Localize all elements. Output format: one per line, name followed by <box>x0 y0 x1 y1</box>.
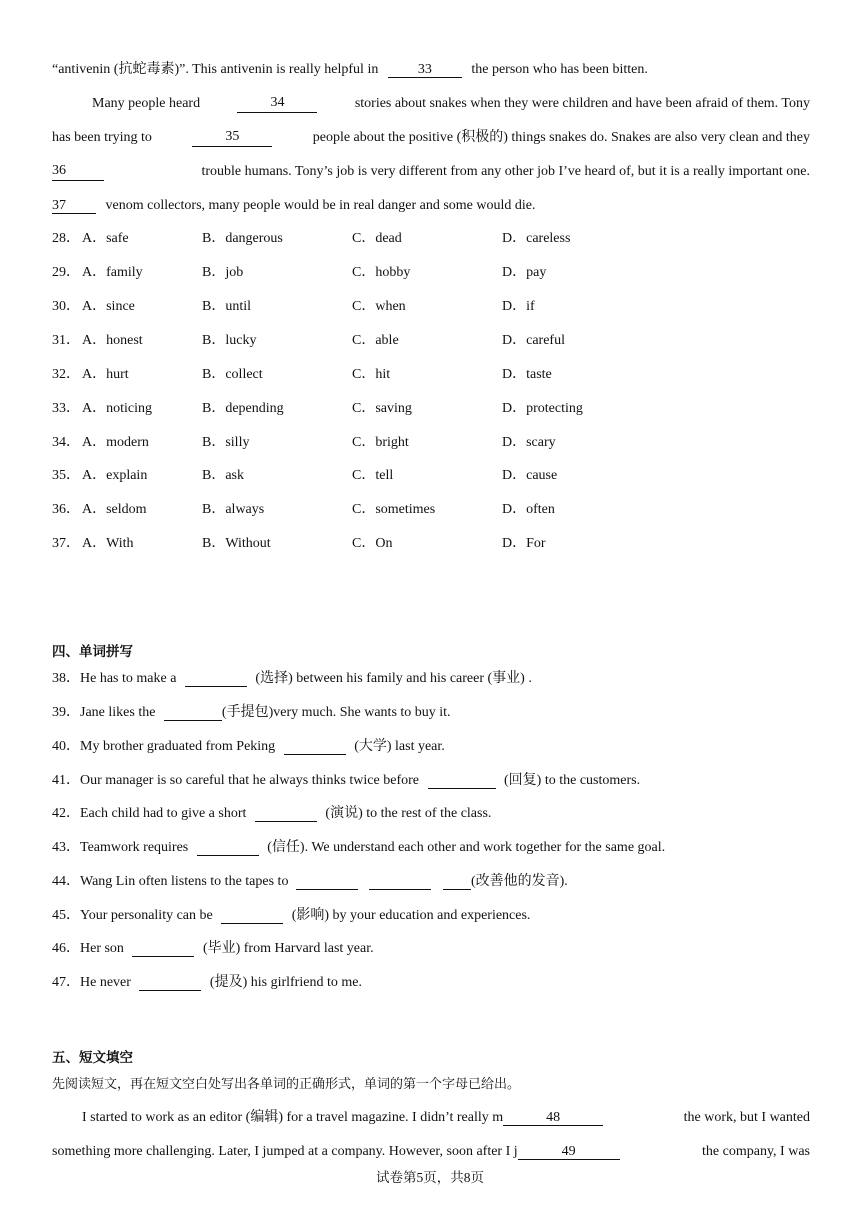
option-a[interactable]: A．since <box>82 299 135 314</box>
passage-text: the person who has been bitten. <box>471 62 648 77</box>
option-d[interactable]: D．careful <box>502 333 565 348</box>
option-c[interactable]: C．bright <box>352 435 409 450</box>
option-b[interactable]: B．ask <box>202 468 244 483</box>
blank-34[interactable]: 34 <box>237 95 317 113</box>
question-text: Each child had to give a short <box>80 806 247 821</box>
question-number: 33． <box>52 401 80 416</box>
option-a[interactable]: A．explain <box>82 468 148 483</box>
question-number: 37． <box>52 536 80 551</box>
question-text: Wang Lin often listens to the tapes to <box>80 874 289 889</box>
question-47 <box>52 974 362 992</box>
question-text: (影响) by your education and experiences. <box>291 908 531 923</box>
passage-text: I started to work as an editor (编辑) for a travel magazine. I didn’t really m 48 <box>82 1109 603 1127</box>
passage-text: “antivenin (抗蛇毒素)”. This antivenin is really helpful in <box>52 62 379 77</box>
option-d[interactable]: D．taste <box>502 367 552 382</box>
answer-blank[interactable] <box>428 773 496 789</box>
answer-blank[interactable] <box>221 908 283 924</box>
question-45 <box>52 907 530 925</box>
question-number: 42． <box>52 806 80 821</box>
option-d[interactable]: D．careless <box>502 231 571 246</box>
passage-text: the company, I was <box>702 1144 810 1159</box>
question-text: He never <box>80 975 131 990</box>
blank-35[interactable]: 35 <box>192 129 272 147</box>
section-5-line-1 <box>82 1109 810 1127</box>
option-a[interactable]: A．family <box>82 265 143 280</box>
option-a[interactable]: A．hurt <box>82 367 129 382</box>
question-44 <box>52 873 568 891</box>
page-footer: 试卷第5页，共8页 <box>376 1170 484 1185</box>
question-number: 32． <box>52 367 80 382</box>
question-33 <box>52 400 812 418</box>
passage-text: something more challenging. Later, I jumped at a company. However, soon after I j 49 <box>52 1143 620 1161</box>
question-number: 29． <box>52 265 80 280</box>
question-41 <box>52 772 640 790</box>
option-c[interactable]: C．hit <box>352 367 391 382</box>
option-c[interactable]: C．hobby <box>352 265 411 280</box>
question-38 <box>52 670 532 688</box>
answer-blank[interactable] <box>369 874 431 890</box>
question-number: 45． <box>52 908 80 923</box>
passage-text: Many people heard <box>92 96 201 111</box>
blank-37[interactable]: 37 <box>52 198 96 214</box>
answer-blank[interactable] <box>132 941 194 957</box>
option-d[interactable]: D．scary <box>502 435 556 450</box>
question-31 <box>52 332 812 350</box>
question-42 <box>52 805 491 823</box>
option-b[interactable]: B．depending <box>202 401 284 416</box>
option-c[interactable]: C．able <box>352 333 399 348</box>
question-32 <box>52 366 812 384</box>
option-d[interactable]: D．protecting <box>502 401 583 416</box>
blank-33[interactable]: 33 <box>388 62 462 78</box>
question-39 <box>52 704 451 722</box>
question-text: Our manager is so careful that he always thinks twice before <box>80 773 419 788</box>
option-d[interactable]: D．For <box>502 536 546 551</box>
question-number: 40． <box>52 739 80 754</box>
question-text: Your personality can be <box>80 908 213 923</box>
blank-36[interactable]: 36 <box>52 163 104 181</box>
question-34 <box>52 434 812 452</box>
section-5-heading: 五、短文填空 <box>52 1050 133 1066</box>
option-d[interactable]: D．cause <box>502 468 558 483</box>
question-43 <box>52 839 665 857</box>
question-number: 35． <box>52 468 80 483</box>
option-d[interactable]: D．if <box>502 299 535 314</box>
question-text: (演说) to the rest of the class. <box>325 806 492 821</box>
question-40 <box>52 738 445 756</box>
question-text: Teamwork requires <box>80 840 189 855</box>
option-d[interactable]: D．pay <box>502 265 547 280</box>
question-30 <box>52 298 812 316</box>
question-text: (毕业) from Harvard last year. <box>202 941 374 956</box>
option-b[interactable]: B．lucky <box>202 333 257 348</box>
question-number: 28． <box>52 231 80 246</box>
question-number: 31． <box>52 333 80 348</box>
question-number: 34． <box>52 435 80 450</box>
passage-text: the work, but I wanted <box>683 1110 810 1125</box>
question-text: (回复) to the customers. <box>504 773 641 788</box>
question-29 <box>52 264 812 282</box>
passage-line-1 <box>52 61 648 79</box>
option-b[interactable]: B．collect <box>202 367 263 382</box>
answer-blank[interactable] <box>197 840 259 856</box>
blank-48[interactable]: 48 <box>503 1110 603 1126</box>
passage-text: stories about snakes when they were children and have been afraid of them. Tony <box>354 96 810 111</box>
question-28 <box>52 230 812 248</box>
answer-blank[interactable] <box>296 874 358 890</box>
question-37 <box>52 535 812 553</box>
question-number: 38． <box>52 671 80 686</box>
question-text: (大学) last year. <box>354 739 445 754</box>
question-number: 44． <box>52 874 80 889</box>
option-b[interactable]: B．dangerous <box>202 231 283 246</box>
answer-blank[interactable] <box>164 705 222 721</box>
passage-line-2 <box>92 95 810 113</box>
question-text: My brother graduated from Peking <box>80 739 276 754</box>
question-number: 41． <box>52 773 80 788</box>
answer-blank[interactable] <box>185 671 247 687</box>
question-36 <box>52 501 812 519</box>
option-b[interactable]: B．Without <box>202 536 271 551</box>
option-a[interactable]: A．noticing <box>82 401 152 416</box>
option-c[interactable]: C．dead <box>352 231 402 246</box>
question-text: (改善他的发音). <box>470 874 568 889</box>
option-a[interactable]: A．seldom <box>82 502 147 517</box>
answer-blank[interactable] <box>255 806 317 822</box>
question-text: (手提包)very much. She wants to buy it. <box>221 705 451 720</box>
option-d[interactable]: D．often <box>502 502 555 517</box>
option-b[interactable]: B．job <box>202 265 244 280</box>
blank-49[interactable]: 49 <box>518 1144 620 1160</box>
question-text: (提及) his girlfriend to me. <box>209 975 362 990</box>
question-number: 47． <box>52 975 80 990</box>
question-number: 43． <box>52 840 80 855</box>
option-c[interactable]: C．when <box>352 299 406 314</box>
option-a[interactable]: A．With <box>82 536 134 551</box>
passage-line-3 <box>52 129 810 147</box>
passage-line-5 <box>52 197 536 215</box>
section-5-instruction: 先阅读短文，再在短文空白处写出各单词的正确形式，单词的第一个字母已给出。 <box>52 1077 521 1092</box>
passage-line-4 <box>52 163 810 181</box>
option-a[interactable]: A．modern <box>82 435 149 450</box>
question-number: 46． <box>52 941 80 956</box>
option-c[interactable]: C．On <box>352 536 393 551</box>
passage-text: has been trying to <box>52 130 152 145</box>
question-number: 36． <box>52 502 80 517</box>
option-a[interactable]: A．safe <box>82 231 129 246</box>
question-35 <box>52 467 812 485</box>
option-c[interactable]: C．tell <box>352 468 394 483</box>
section-5-line-2 <box>52 1143 810 1161</box>
question-text: (信任). We understand each other and work together for the same goal. <box>267 840 666 855</box>
option-c[interactable]: C．saving <box>352 401 412 416</box>
passage-text: trouble humans. Tony’s job is very different from any other job I’ve heard of, but it is a really important one. <box>201 164 810 179</box>
question-number: 30． <box>52 299 80 314</box>
answer-blank[interactable] <box>284 739 346 755</box>
question-text: He has to make a <box>80 671 177 686</box>
passage-text: venom collectors, many people would be in real danger and some would die. <box>105 198 536 213</box>
question-number: 39． <box>52 705 80 720</box>
passage-text: people about the positive (积极的) things snakes do. Snakes are also very clean and they <box>312 130 810 145</box>
answer-blank[interactable] <box>443 874 471 890</box>
question-text: Jane likes the <box>80 705 156 720</box>
option-a[interactable]: A．honest <box>82 333 143 348</box>
option-c[interactable]: C．sometimes <box>352 502 436 517</box>
question-46 <box>52 940 374 958</box>
option-b[interactable]: B．silly <box>202 435 250 450</box>
answer-blank[interactable] <box>139 975 201 991</box>
section-4-heading: 四、单词拼写 <box>52 644 133 660</box>
question-text: Her son <box>80 941 124 956</box>
option-b[interactable]: B．always <box>202 502 265 517</box>
question-text: (选择) between his family and his career (事业) . <box>255 671 532 686</box>
option-b[interactable]: B．until <box>202 299 252 314</box>
